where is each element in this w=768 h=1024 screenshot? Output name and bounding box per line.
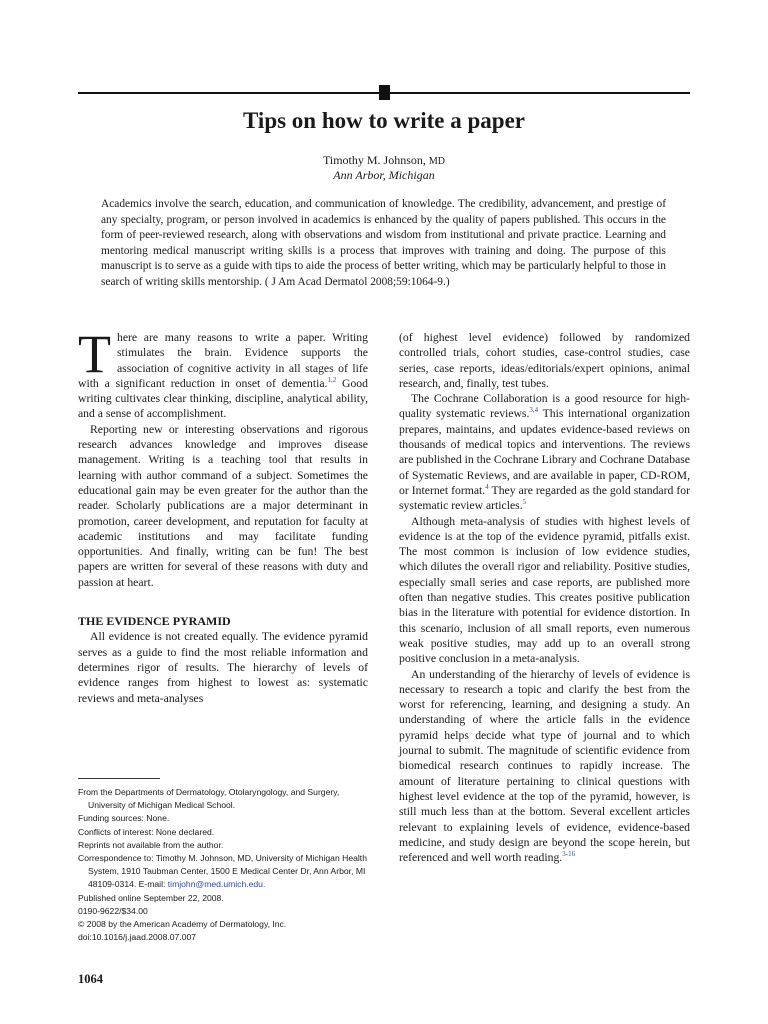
cochrane-text-b: This international organization prepares, maintains, and updates evidence-based reviews on thousands of medical topics and interventions. The reviews are published in the Cochrane Library and Cochrane Database of Systematic Reviews, and are available in paper, CD-ROM, or Internet format.: [399, 407, 690, 497]
body-paragraph: [399, 667, 690, 866]
hierarchy-text: An understanding of the hierarchy of levels of evidence is necessary to research a topic and clarify the best from the worst for referencing, learning, and designing a study. An understanding of where the article falls in the evidence pyramid helps decide what type of journal and to which journal to submit. The magnitude of scientific evidence from biomedical research continues to rapidly increase. The amount of literature pertaining to clinical questions with highest level evidence at the top of the pyramid, however, is still much less than at the bottom. Several excellent articles relevant to explaining levels of evidence, evidence-based medicine, and study design are beyond the scope herein, but referenced and well worth reading.: [399, 667, 690, 865]
footnotes: [78, 786, 370, 944]
citation-link[interactable]: 5: [522, 498, 527, 507]
citation-link[interactable]: 3,4: [529, 406, 539, 415]
footnote-doi[interactable]: doi:10.1016/j.jaad.2008.07.007: [78, 932, 197, 943]
body-paragraph: Although meta-analysis of studies with highest levels of evidence is at the top of the evidence pyramid, pitfalls exist. The most common is inclusion of low evidence studies, which dilutes the overall rigor and reliability. Positive studies, especially small series and case reports, are published more often than negative studies. This creates positive publication bias in the literature with potential for evidence distortion. In this scenario, inclusion of all small reports, even numerous weak positive studies, may add up to an overall strong positive conclusion in a meta-analysis.: [399, 514, 690, 666]
author-degree: MD: [428, 156, 446, 167]
drop-cap: T: [78, 324, 111, 384]
correspondence-text: Correspondence to: Timothy M. Johnson, MD, University of Michigan Health System, 1910 Taubman Center, 1500 E Medical Center Dr, Ann Arbor, MI 48109-0314. E-mail:: [78, 853, 367, 890]
author-line: [0, 153, 768, 168]
footnote-published: Published online September 22, 2008.: [78, 892, 224, 903]
abstract: Academics involve the search, education, and communication of knowledge. The credibility, advancement, and prestige of any specialty, program, or person involved in academics is enhanced by the quality of papers published. This occurs in the form of peer-reviewed research, along with observations and wisdom from institutional and private practice. Learning and mentoring medical manuscript writing skills is a process that improves with training and doing. The purpose of this manuscript is to serve as a guide with tips to aide the process of better writing, which may be particularly helpful to those in search of writing skills mentorship. ( J Am Acad Dermatol 2008;59:1064-9.): [101, 198, 666, 288]
intro-text-a: here are many reasons to write a paper. Writing stimulates the brain. Evidence supports the association of cognitive activity in all stages of life with a significant reduction in onset of dementia.: [78, 331, 368, 390]
body-paragraph: (of highest level evidence) followed by randomized controlled trials, cohort studies, case-control studies, case series, case reports, ideas/editorials/expert opinions, animal research, and, finally, test tubes.: [399, 331, 690, 390]
left-column: [78, 324, 368, 706]
footnote-rule: [78, 778, 160, 779]
cochrane-text-c: They are regarded as the gold standard for systematic review articles.: [399, 483, 690, 513]
body-paragraph: [399, 391, 690, 513]
footnote-reprints: Reprints not available from the author.: [78, 839, 224, 850]
header-marker: [379, 85, 390, 100]
footnote-correspondence: [78, 852, 370, 892]
page-number: 1064: [78, 972, 103, 986]
footnote-conflicts: Conflicts of interest: None declared.: [78, 826, 215, 837]
footnote-issn: 0190-9622/$34.00: [78, 905, 148, 916]
body-paragraph: All evidence is not created equally. The evidence pyramid serves as a guide to find the most reliable information and determines rigor of results. The hierarchy of levels of evidence ranges from highest to lowest as: systematic reviews and meta-analyses: [78, 630, 368, 705]
footnote-copyright: © 2008 by the American Academy of Dermatology, Inc.: [78, 919, 287, 930]
intro-paragraph: [78, 324, 368, 422]
cochrane-text-a: The Cochrane Collaboration is a good resource for high-quality systematic reviews.: [399, 392, 690, 421]
intro-text-b: Good writing cultivates clear thinking, discipline, analytical ability, and a sense of accomplishment.: [78, 376, 368, 421]
body-paragraph: Reporting new or interesting observations and rigorous research advances knowledge and improves disease management. Writing is a teaching tool that results in learning with author command of a subject. Sometimes the educational gain may be even greater for the author than the reader. Scholarly publications are a major determinant in promotion, career development, and reputation for faculty at academic institutions and may facilitate funding opportunities. And finally, writing can be fun! The best papers are written for several of these reasons with duty and passion at heart.: [78, 422, 368, 589]
section-heading-evidence-pyramid: THE EVIDENCE PYRAMID: [78, 614, 231, 629]
citation-link[interactable]: 4: [485, 483, 489, 492]
author-name: Timothy M. Johnson,: [322, 153, 426, 167]
right-column: [399, 330, 690, 865]
footnote-departments: From the Departments of Dermatology, Otolaryngology, and Surgery, University of Michigan Medical School.: [78, 787, 340, 811]
footnote-funding: Funding sources: None.: [78, 813, 170, 824]
author-affiliation: Ann Arbor, Michigan: [333, 168, 435, 182]
article-title: Tips on how to write a paper: [243, 108, 525, 133]
email-link[interactable]: timjohn@med.umich.edu.: [167, 879, 266, 890]
citation-link[interactable]: 3-16: [562, 850, 576, 859]
citation-link[interactable]: 1,2: [327, 376, 337, 384]
